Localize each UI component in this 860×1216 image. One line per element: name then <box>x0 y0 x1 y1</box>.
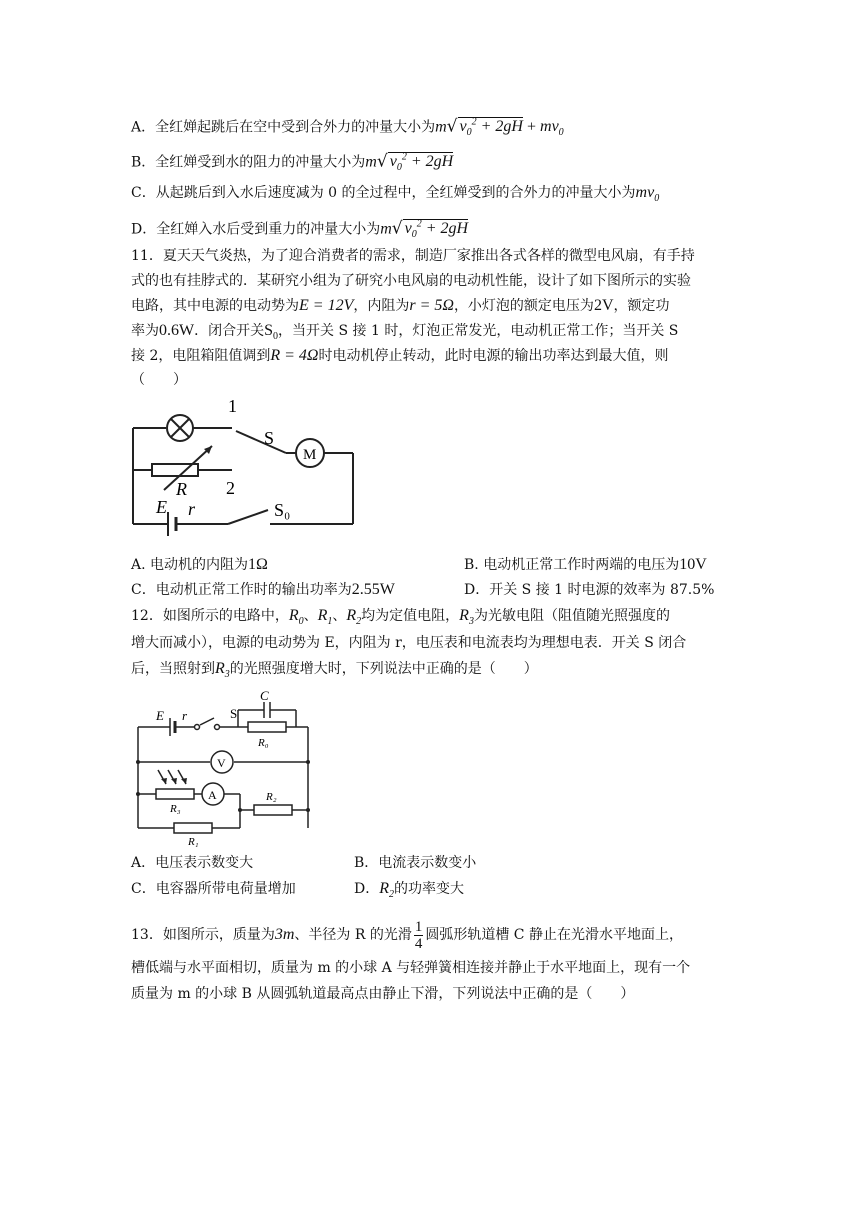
q11-line-1: 11．夏天天气炎热，为了迎合消费者的需求，制造厂家推出各式各样的微型电风扇，有手持 <box>131 248 695 264</box>
q10-option-c-text: C．从起跳后到入水后速度减为 0 的全过程中，全红婵受到的合外力的冲量大小为 <box>131 185 636 201</box>
q11-line-3b: ，内阻为 <box>353 298 410 314</box>
q11-line-3c: ，小灯泡的额定电压为 <box>453 298 594 314</box>
q11-line-3a: 电路，其中电源的电动势为 <box>131 298 299 314</box>
q12-label-c: C <box>260 690 269 703</box>
q11-rated-power: 0.6W <box>159 322 195 339</box>
q11-line-4: 率为0.6W．闭合开关$S_0$，当开关 S 接 1 时，灯泡正常发光，电动机正常工作；当开关 S <box>131 322 679 343</box>
q13-mass: 3m <box>274 926 295 943</box>
q11-label-m: M <box>303 447 317 463</box>
q11-rated-voltage: 2V <box>593 297 614 314</box>
q10-option-b: B．全红婵受到水的阻力的冲量大小为m√ $v_0^2 + 2gH$ <box>131 151 454 174</box>
q12-label-r3: R₃ <box>170 803 181 815</box>
q12-option-b: B．电流表示数变小 <box>354 855 477 871</box>
q11-line-4a: 率为 <box>131 323 159 339</box>
q11-line-4c: ，当开关 S 接 1 时，灯泡正常发光，电动机正常工作；当开关 S <box>278 323 679 339</box>
q11-label-r: R <box>176 479 187 499</box>
q12-option-a: A．电压表示数变大 <box>131 855 254 871</box>
q10-option-d-text: D．全红婵入水后受到重力的冲量大小为 <box>131 221 381 238</box>
q13-line-3: 质量为 m 的小球 B 从圆弧轨道最高点由静止下滑，下列说法中正确的是（ ） <box>131 986 635 1002</box>
q12-label-r: r <box>182 708 188 723</box>
q12-line-2: 增大而减小），电源的电动势为 E，内阻为 r，电压表和电流表均为理想电表．开关 S 闭合 <box>131 635 687 651</box>
q10-option-a: A．全红婵起跳后在空中受到合外力的冲量大小为m√ $v_0^2 + 2gH + mv_0$ <box>131 116 564 139</box>
q11-internal-r: r = 5Ω <box>409 297 454 314</box>
q10-option-d: D．全红婵入水后受到重力的冲量大小为m√ $v_0^2 + 2gH$ <box>131 218 469 241</box>
q11-line-2: 式的也有挂脖式的．某研究小组为了研究小电风扇的电动机性能，设计了如下图所示的实验 <box>131 273 691 289</box>
q10-option-a-text: A．全红婵起跳后在空中受到合外力的冲量大小为 <box>131 119 436 136</box>
q11-line-3 <box>131 296 670 316</box>
q12-label-a: A <box>208 788 217 802</box>
q11-label-e: E <box>156 497 167 517</box>
q11-circuit-diagram <box>128 398 360 550</box>
q11-line-3d: ，额定功 <box>613 298 670 314</box>
q13-line-2: 槽低端与水平面相切，质量为 m 的小球 A 与轻弹簧相连接并静止于水平地面上，现有一个 <box>131 960 691 976</box>
q10-option-c: C．从起跳后到入水后速度减为 0 的全过程中，全红婵受到的合外力的冲量大小为$mv_0$ <box>131 184 660 205</box>
q11-option-d: D．开关 S 接 1 时电源的效率为 87.5% <box>464 582 715 598</box>
q11-label-internal-r: r <box>188 499 196 519</box>
q12-line-1: 12．如图所示的电路中，$R_0$、$R_1$、$R_2$均为定值电阻，$R_3$为光敏电阻（阻值随光照强度的 <box>131 607 670 628</box>
q12-circuit-diagram <box>130 690 316 850</box>
q12-label-e: E <box>156 708 164 723</box>
q11-label-s: S <box>264 428 275 448</box>
q12-label-r0: R₀ <box>258 737 269 749</box>
q12-label-s: S <box>230 706 238 721</box>
q11-resistance: R = 4Ω <box>270 347 319 364</box>
q12-option-d: D．$R_2$的功率变大 <box>354 880 465 901</box>
q10-option-b-text: B．全红婵受到水的阻力的冲量大小为 <box>131 154 366 171</box>
q11-line-6: （ ） <box>131 372 187 388</box>
q11-line-5 <box>131 346 669 366</box>
q11-line-4b: ．闭合开关 <box>194 323 265 339</box>
q11-option-b: B. 电动机正常工作时两端的电压为10V <box>464 556 707 573</box>
q11-line-5a: 接 2，电阻箱阻值调到 <box>131 348 271 364</box>
q11-emf: E = 12V <box>299 297 354 314</box>
q11-label-2: 2 <box>226 478 235 498</box>
q11-label-s0: S₀ <box>274 500 291 520</box>
q13-line-1: 13．如图所示，质量为3m、半径为 R 的光滑 $\frac{1}{4}$ 圆弧形轨道槽 C 静止在光滑水平地面上， <box>131 918 683 952</box>
q11-line-5b: 时电动机停止转动，此时电源的输出功率达到最大值，则 <box>318 348 669 364</box>
q11-option-c: C．电动机正常工作时的输出功率为2.55W <box>131 581 395 598</box>
q13-fraction: $\frac{1}{4}$ <box>414 918 423 952</box>
q12-label-v: V <box>217 756 226 770</box>
q12-line-3: 后，当照射到$R_3$的光照强度增大时，下列说法中正确的是（ ） <box>131 660 538 681</box>
q12-label-r1: R₁ <box>188 836 199 848</box>
q12-label-r2: R₂ <box>266 791 277 803</box>
q11-option-a: A. 电动机的内阻为1Ω <box>131 556 268 573</box>
q11-label-1: 1 <box>228 398 237 416</box>
q12-option-c: C．电容器所带电荷量增加 <box>131 881 296 897</box>
